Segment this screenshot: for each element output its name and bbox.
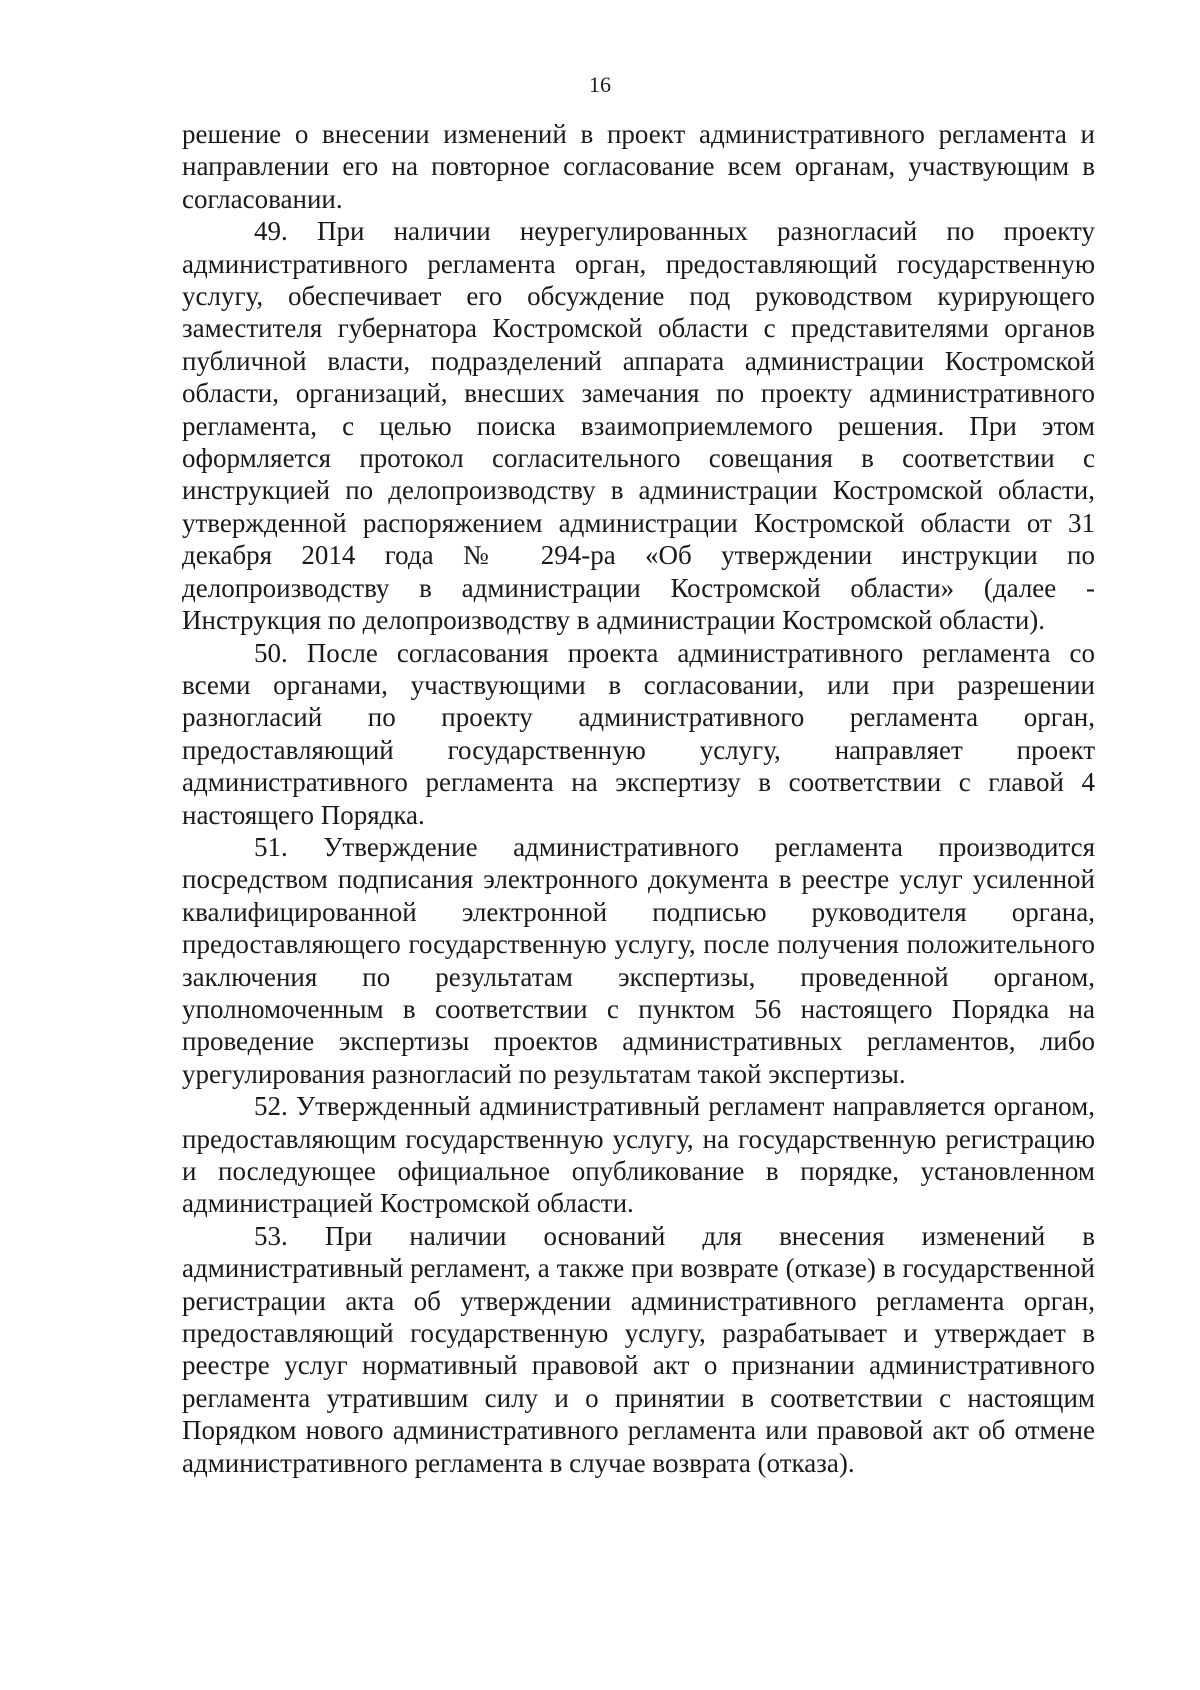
paragraph-51: 51. Утверждение административного регламента производится посредством подписания электронного документа в реестре услуг усиленной квалифицированной электронной подписью руководителя органа, предоставляющего государственную услугу, после получения положительного заключения по результатам экспертизы, проведенной органом, уполномоченным в соответствии с пунктом 56 настоящего Порядка на проведение экспертизы проектов административных регламентов, либо урегулирования разногласий по результатам такой экспертизы. [182,831,1095,1089]
page-number: 16 [589,72,611,97]
paragraph-52: 52. Утвержденный административный регламент направляется органом, предоставляющим государственную услугу, на государственную регистрацию и последующее официальное опубликование в порядке, установленном администрацией Костромской области. [182,1091,1095,1219]
paragraph-53: 53. При наличии оснований для внесения изменений в административный регламент, а также при возврате (отказе) в государственной регистрации акта об утверждении административного регламента орган, предоставляющий государственную услугу, разрабатывает и утверждает в реестре услуг нормативный правовой акт о признании административного регламента утратившим силу и о принятии в соответствии с настоящим Порядком нового административного регламента или правовой акт об отмене административного регламента в случае возврата (отказа). [182,1220,1095,1478]
paragraph-50: 50. После согласования проекта административного регламента со всеми органами, участвующими в согласовании, или при разрешении разногласий по проекту административного регламента орган, предоставляющий государственную услугу, направляет проект административного регламента на экспертизу в соответствии с главой 4 настоящего Порядка. [182,637,1095,830]
paragraph-49: 49. При наличии неурегулированных разногласий по проекту административного регламента орган, предоставляющий государственную услугу, обеспечивает его обсуждение под руководством курирующего заместителя губернатора Костромской области с представителями органов публичной власти, подразделений аппарата администрации Костромской области, организаций, внесших замечания по проекту административного регламента, с целью поиска взаимоприемлемого решения. При этом оформляется протокол согласительного совещания в соответствии с инструкцией по делопроизводству в администрации Костромской области, утвержденной распоряжением администрации Костромской области от 31 декабря 2014 года № 294-ра «Об утверждении инструкции по делопроизводству в администрации Костромской области» (далее - Инструкция по делопроизводству в администрации Костромской области). [182,216,1095,636]
paragraph-continuation: решение о внесении изменений в проект административного регламента и направлении его на повторное согласование всем органам, участвующим в согласовании. [182,119,1095,214]
document-body [182,118,1095,1479]
